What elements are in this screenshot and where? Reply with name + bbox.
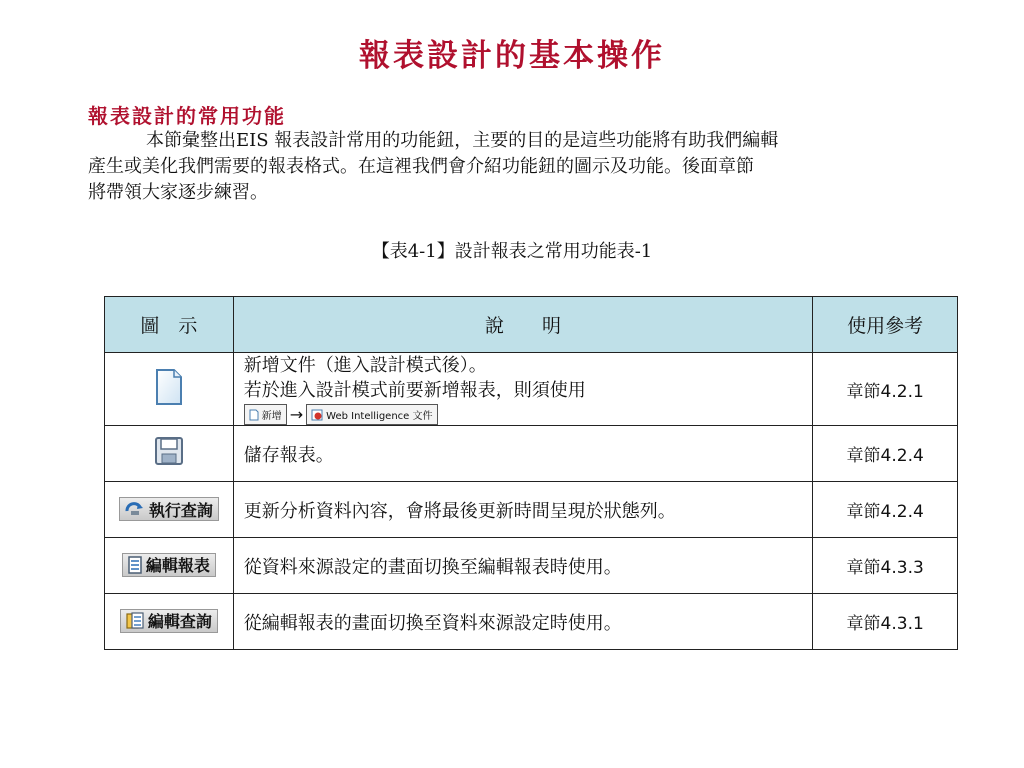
row-reference: 章節4.2.1 (846, 381, 924, 402)
row-reference: 章節4.2.4 (846, 446, 924, 466)
row-description-extra: 若於進入設計模式前要新增報表，則須使用 (243, 380, 586, 401)
row-reference: 章節4.2.4 (846, 502, 924, 522)
small-document-icon (249, 409, 259, 421)
run-query-icon (125, 501, 145, 517)
function-table (104, 296, 958, 650)
row-reference: 章節4.3.3 (846, 558, 924, 578)
header-reference: 使用參考 (813, 297, 958, 353)
paragraph-line-1: 本節彙整出EIS 報表設計常用的功能鈕，主要的目的是這些功能將有助我們編輯 (146, 130, 779, 151)
webi-icon (311, 409, 323, 421)
arrow-icon: → (289, 405, 304, 424)
edit-query-icon (126, 612, 144, 630)
table-row (105, 594, 958, 650)
table-caption: 【表4-1】設計報表之常用功能表-1 (371, 241, 653, 262)
table-header-row (105, 297, 958, 353)
table-row (105, 482, 958, 538)
section-heading: 報表設計的常用功能 (88, 104, 286, 128)
edit-query-button-image: 編輯查詢 (120, 609, 218, 633)
row-description: 從資料來源設定的畫面切換至編輯報表時使用。 (243, 556, 622, 578)
row-description: 儲存報表。 (243, 444, 334, 466)
paragraph-line-2: 產生或美化我們需要的報表格式。在這裡我們會介紹功能鈕的圖示及功能。後面章節 (88, 156, 754, 177)
table-row (105, 353, 958, 426)
row-description: 更新分析資料內容，會將最後更新時間呈現於狀態列。 (243, 500, 676, 522)
paragraph-line-3: 將帶領大家逐步練習。 (88, 182, 268, 203)
table-row (105, 426, 958, 482)
inline-button-sequence (244, 404, 803, 425)
row-reference: 章節4.3.1 (846, 614, 924, 634)
row-description: 新增文件（進入設計模式後）。 (243, 355, 487, 376)
edit-report-button-image: 編輯報表 (122, 553, 216, 577)
intro-paragraph (88, 128, 948, 206)
table-row (105, 538, 958, 594)
page-title: 報表設計的基本操作 (359, 38, 665, 74)
webi-document-button-image: Web Intelligence 文件 (306, 404, 437, 425)
new-document-icon (154, 368, 184, 411)
new-button-image: 新增 (244, 404, 287, 425)
header-icon: 圖 示 (105, 297, 234, 353)
row-description: 從編輯報表的畫面切換至資料來源設定時使用。 (243, 612, 622, 634)
run-query-button-image: 執行查詢 (119, 497, 219, 521)
header-description: 說 明 (233, 297, 813, 353)
save-disk-icon (154, 436, 184, 471)
edit-report-icon (128, 556, 142, 574)
